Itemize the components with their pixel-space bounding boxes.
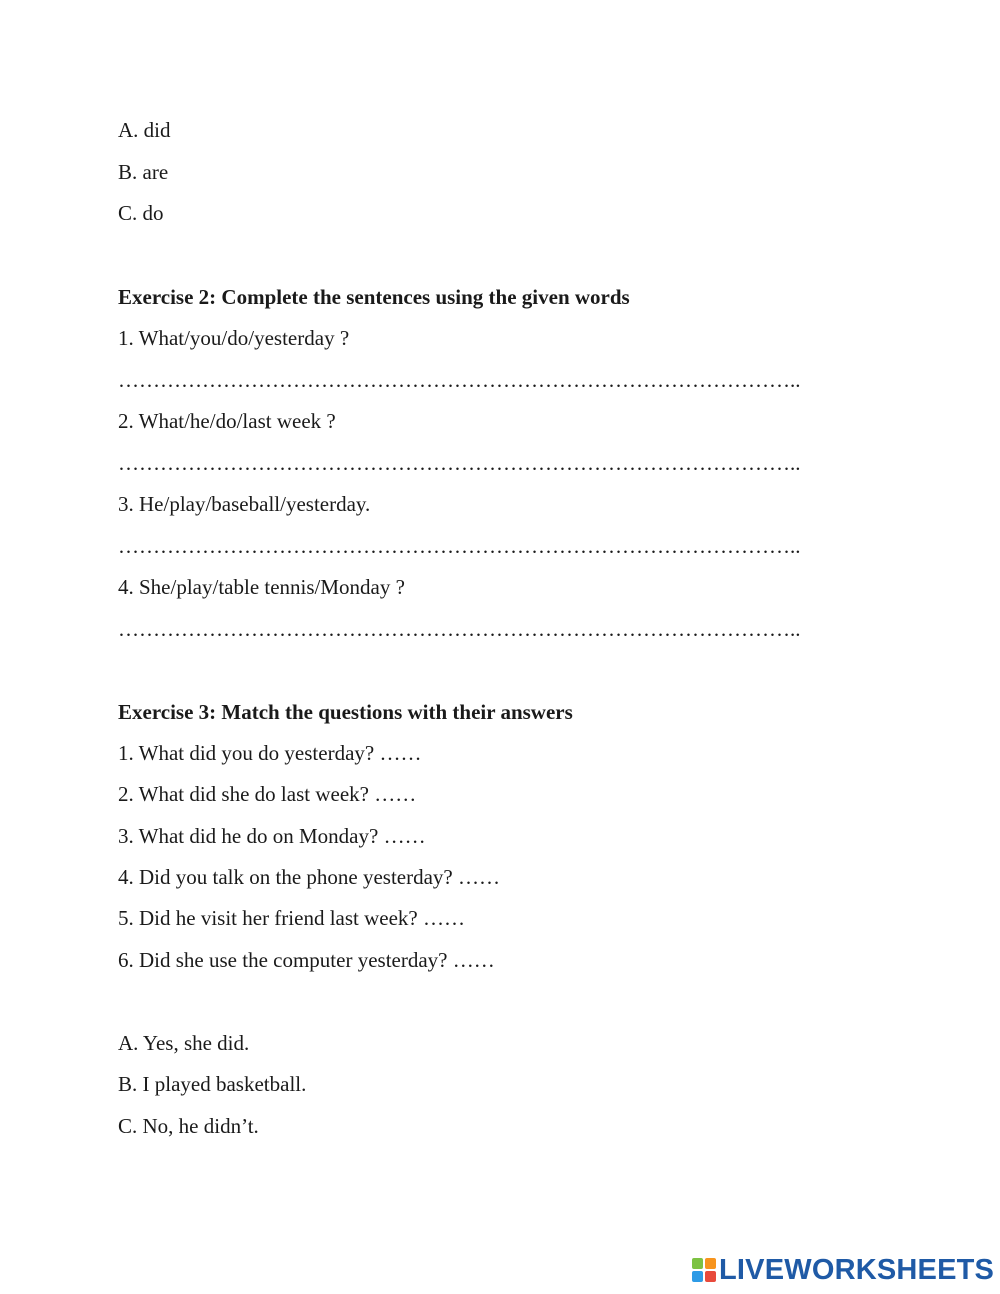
exercise-3-answer-b: B. I played basketball. (118, 1072, 307, 1096)
exercise-3-question-1[interactable]: 1. What did you do yesterday? …… (118, 741, 422, 765)
exercise-2-heading: Exercise 2: Complete the sentences using the given words (118, 285, 630, 309)
exercise-3-question-2[interactable]: 2. What did she do last week? …… (118, 782, 417, 806)
liveworksheets-logo-icon (692, 1258, 716, 1282)
liveworksheets-logo (692, 1254, 994, 1286)
exercise-3-question-6[interactable]: 6. Did she use the computer yesterday? …… (118, 948, 495, 972)
exercise-2-item-1: 1. What/you/do/yesterday ? (118, 326, 350, 350)
answer-line-1[interactable]: …………………………………………………………………………………….. (118, 368, 801, 392)
exercise-2-item-4: 4. She/play/table tennis/Monday ? (118, 575, 405, 599)
exercise-3-question-4[interactable]: 4. Did you talk on the phone yesterday? …… (118, 865, 500, 889)
option-b: B. are (118, 160, 169, 184)
exercise-3-answer-a: A. Yes, she did. (118, 1031, 250, 1055)
exercise-3-answer-c: C. No, he didn’t. (118, 1114, 259, 1138)
answer-line-4[interactable]: …………………………………………………………………………………….. (118, 617, 801, 641)
option-c: C. do (118, 201, 164, 225)
exercise-2-item-2: 2. What/he/do/last week ? (118, 409, 336, 433)
exercise-3-question-3[interactable]: 3. What did he do on Monday? …… (118, 824, 426, 848)
answer-line-2[interactable]: …………………………………………………………………………………….. (118, 451, 801, 475)
liveworksheets-wordmark: LIVEWORKSHEETS (719, 1254, 995, 1286)
option-a: A. did (118, 118, 171, 142)
exercise-3-question-5[interactable]: 5. Did he visit her friend last week? …… (118, 906, 465, 930)
exercise-2-item-3: 3. He/play/baseball/yesterday. (118, 492, 371, 516)
exercise-3-heading: Exercise 3: Match the questions with their answers (118, 700, 573, 724)
answer-line-3[interactable]: …………………………………………………………………………………….. (118, 534, 801, 558)
